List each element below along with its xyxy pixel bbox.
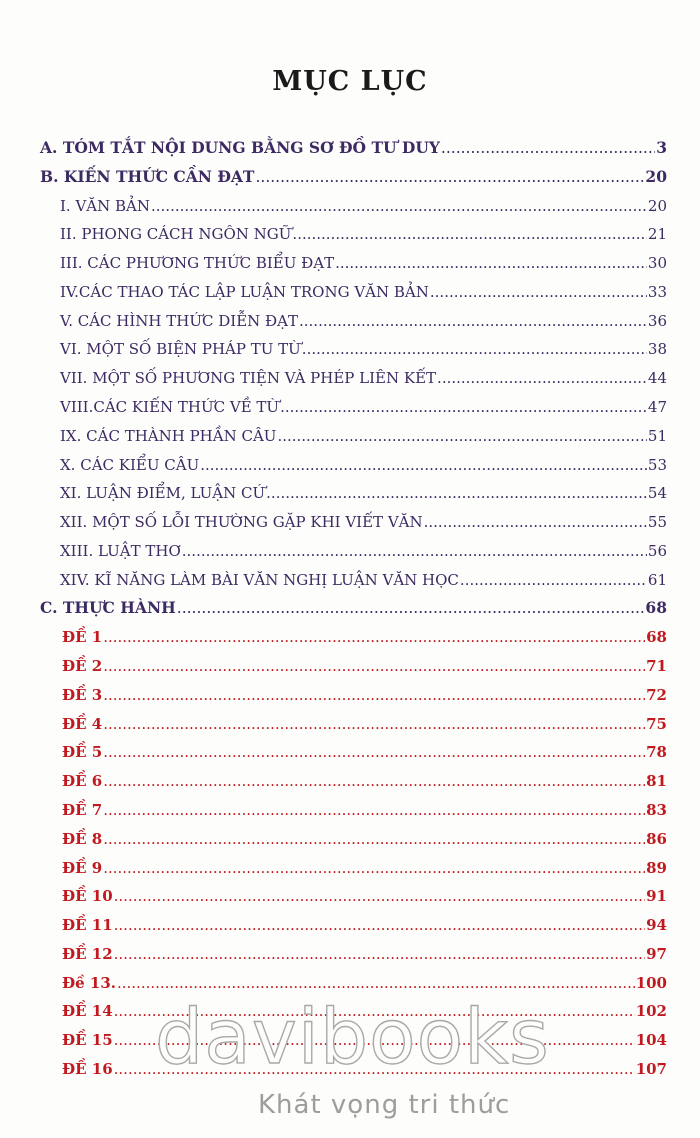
toc-entry-page: 107 [635,1059,667,1078]
toc-leader-dots [103,799,645,821]
toc-entry-label: ĐỀ 12 [62,944,113,963]
toc-leader-dots [103,857,645,879]
toc-entry-page: 86 [646,829,667,848]
toc-leader-dots [182,540,647,562]
toc-entry-label: XIV. KĨ NĂNG LÀM BÀI VĂN NGHỊ LUẬN VĂN HỌC [60,570,459,589]
toc-leader-dots [292,223,646,245]
toc-entry-label: ĐỀ 9 [62,858,103,877]
toc-entry [40,166,667,188]
toc-leader-dots [302,338,647,360]
toc-entry-page: 78 [646,743,667,762]
toc-entry-page: 54 [647,484,667,503]
toc-entry-label: ĐỀ 1 [62,628,103,647]
page-title: MỤC LỤC [272,66,428,97]
toc-entry [60,425,667,447]
toc-entry-page: 20 [647,196,667,215]
toc-entry-page: 61 [647,570,667,589]
toc-entry-page: 33 [647,282,667,301]
toc-entry-page: 30 [647,254,667,273]
toc-entry [62,943,667,965]
toc-leader-dots [266,482,647,504]
toc-entry [62,684,667,706]
toc-entry-page: 72 [646,685,667,704]
toc-entry-label: ĐỀ 4 [62,714,103,733]
toc-entry [62,914,667,936]
toc-entry-page: 81 [646,772,667,791]
toc-leader-dots [200,454,647,476]
toc-entry-page: 47 [647,398,667,417]
toc-entry-label: A. TÓM TẮT NỘI DUNG BẰNG SƠ ĐỒ TƯ DUY [40,138,440,157]
toc-entry-page: 100 [635,973,667,992]
toc-entry [62,770,667,792]
toc-entry-page: 68 [645,598,667,618]
toc-entry [62,626,667,648]
toc-entry [62,885,667,907]
toc-entry-label: I. VĂN BẢN [60,196,150,215]
toc-entry-label: IX. CÁC THÀNH PHẦN CÂU [60,426,277,445]
toc-entry [60,338,667,360]
watermark-tagline: Khát vọng tri thức [258,1090,511,1120]
toc-entry-page: 75 [646,714,667,733]
toc-entry [40,137,667,159]
toc-entry-page: 38 [647,340,667,359]
watermark-brand: davibooks [155,992,550,1081]
toc-leader-dots [151,195,647,217]
toc-leader-dots [277,425,646,447]
toc-leader-dots [430,281,647,303]
toc-entry [60,482,667,504]
toc-entry-label: B. KIẾN THỨC CẦN ĐẠT [40,166,255,186]
toc-leader-dots [103,713,645,735]
toc-entry-page: 71 [646,657,667,676]
toc-entry-page: 53 [647,455,667,474]
toc-leader-dots [255,166,644,188]
toc-entry-label: VIII.CÁC KIẾN THỨC VỀ TỪ [60,398,280,417]
toc-entry-label: ĐỀ 14 [62,1002,113,1021]
toc-entry-label: VII. MỘT SỐ PHƯƠNG TIỆN VÀ PHÉP LIÊN KẾT [60,369,437,388]
toc-leader-dots [103,741,645,763]
toc-entry [62,799,667,821]
toc-entry [62,741,667,763]
toc-entry-page: 68 [646,628,667,647]
toc-entry [60,540,667,562]
toc-entry [60,367,667,389]
toc-leader-dots [103,828,645,850]
toc-leader-dots [441,137,655,159]
toc-entry-page: 83 [646,800,667,819]
toc-entry-label: Đề 13. [62,973,116,992]
toc-entry-label: ĐỀ 11 [62,916,113,935]
toc-entry [60,511,667,533]
toc-leader-dots [114,885,645,907]
toc-entry [62,713,667,735]
toc-entry-page: 56 [647,541,667,560]
toc-entry-page: 94 [646,916,667,935]
toc-entry [60,396,667,418]
toc-entry [62,857,667,879]
toc-entry-page: 36 [647,311,667,330]
toc-entry-label: ĐỀ 8 [62,829,103,848]
toc-entry-page: 91 [646,887,667,906]
toc-entry-label: X. CÁC KIỂU CÂU [60,455,200,474]
toc-entry-label: XII. MỘT SỐ LỖI THƯỜNG GẶP KHI VIẾT VĂN [60,513,423,532]
toc-entry-label: ĐỀ 7 [62,800,103,819]
toc-leader-dots [280,396,647,418]
toc-entry-label: ĐỀ 16 [62,1059,113,1078]
toc-leader-dots [424,511,647,533]
toc-entry-page: 104 [635,1031,667,1050]
toc-leader-dots [437,367,647,389]
toc-entry-page: 44 [647,369,667,388]
toc-leader-dots [117,972,635,994]
toc-entry [40,597,667,619]
toc-leader-dots [335,252,647,274]
toc-entry-label: V. CÁC HÌNH THỨC DIỄN ĐẠT [60,311,298,330]
toc-leader-dots [103,770,645,792]
toc-entry-page: 20 [645,166,667,186]
toc-entry-page: 89 [646,858,667,877]
toc-entry-page: 97 [646,944,667,963]
toc-entry [62,655,667,677]
toc-entry-label: ĐỀ 10 [62,887,113,906]
toc-entry [60,310,667,332]
toc-entry-label: II. PHONG CÁCH NGÔN NGỮ [60,225,292,244]
toc-entry-label: III. CÁC PHƯƠNG THỨC BIỂU ĐẠT [60,254,335,273]
toc-leader-dots [103,626,645,648]
toc-entry-page: 3 [656,138,667,157]
toc-entry-label: VI. MỘT SỐ BIỆN PHÁP TU TỪ [60,340,301,359]
toc-entry [60,281,667,303]
toc-entry-label: ĐỀ 2 [62,657,103,676]
toc-entry-page: 21 [647,225,667,244]
toc-entry-page: 55 [647,513,667,532]
toc-entry-label: ĐỀ 3 [62,685,103,704]
toc-entry [60,195,667,217]
toc-entry [60,454,667,476]
toc-entry [60,223,667,245]
toc-entry [60,252,667,274]
toc-leader-dots [460,569,647,591]
toc-leader-dots [177,597,645,619]
toc-entry-page: 102 [635,1002,667,1021]
toc-entry-label: XI. LUẬN ĐIỂM, LUẬN CỨ [60,484,266,503]
toc-leader-dots [103,655,645,677]
toc-entry-label: IV.CÁC THAO TÁC LẬP LUẬN TRONG VĂN BẢN [60,282,429,301]
toc-entry-label: ĐỀ 6 [62,772,103,791]
toc-entry [60,569,667,591]
toc-leader-dots [114,943,645,965]
toc-leader-dots [114,914,645,936]
toc-entry-page: 51 [647,426,667,445]
toc-entry [62,828,667,850]
toc-entry-label: C. THỰC HÀNH [40,598,176,618]
toc-leader-dots [103,684,645,706]
toc-entry-label: ĐỀ 5 [62,743,103,762]
toc-entry-label: XIII. LUẬT THƠ [60,541,181,560]
toc-entry [62,972,667,994]
toc-entry-label: ĐỀ 15 [62,1031,113,1050]
toc-leader-dots [299,310,647,332]
